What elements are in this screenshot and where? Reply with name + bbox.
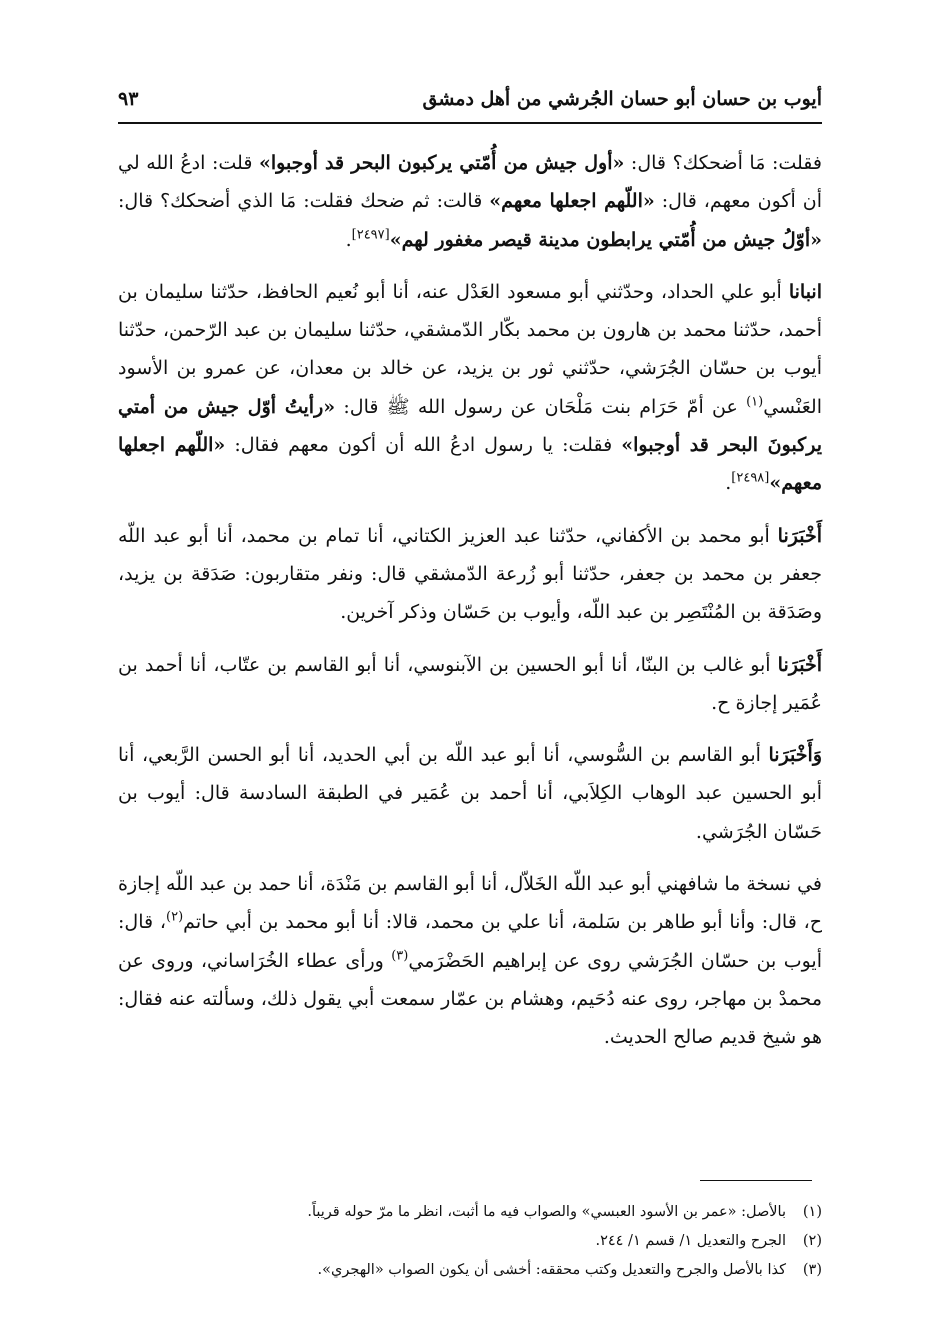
footnote-divider	[700, 1180, 812, 1181]
running-title: أيوب بن حسان أبو حسان الجُرشي من أهل دمشق	[422, 88, 822, 110]
page-number: ٩٣	[118, 88, 139, 110]
paragraph	[118, 865, 822, 1056]
paragraph	[118, 144, 822, 259]
paragraph	[118, 736, 822, 851]
footnote-number: (٢)	[802, 1233, 822, 1249]
text-run: .	[345, 228, 352, 251]
emphasis-text: «أول جيش من أُمّتي يركبون البحر قد أوجبوا»	[258, 152, 625, 174]
emphasis-text: «اللّهم اجعلها معهم»	[118, 434, 822, 495]
footnote-text: كذا بالأصل والجرح والتعديل وكتب محققه: أخشى أن يكون الصواب «الهجري».	[317, 1262, 786, 1278]
text-run: أبو غالب بن البنّا، أنا أبو الحسين بن الآبنوسي، أنا أبو القاسم بن عتّاب، أنا أحمد بن عُمَير إجازة ح.	[118, 653, 822, 714]
footnote-ref: [٢٤٩٧]	[351, 227, 390, 243]
footnote	[140, 1198, 822, 1227]
footnote-ref: (٣)	[391, 948, 409, 964]
text-run: أبو القاسم بن السُّوسي، أنا أبو عبد اللّه بن أبي الحديد، أنا أبو الحسن الرَّبعي، أنا أبو الحسين عبد الوهاب الكِلاَبي، أنا أحمد بن عُمَير في الطبقة السادسة قال: أيوب بن حَسّان الجُرَشي.	[118, 744, 822, 843]
text-run: عن أمّ حَرَام بنت مَلْحَان عن رسول الله ﷺ قال:	[335, 395, 747, 418]
emphasis-text: انبانا	[788, 280, 822, 303]
paragraph	[118, 517, 822, 632]
footnote-ref: (٢)	[166, 910, 184, 926]
paragraph	[118, 646, 822, 723]
emphasis-text: وَأَخْبَرَنا	[768, 744, 822, 767]
emphasis-text: «رأيتُ أوّل جيش من أمتي يركبونَ البحر قد أوجبوا»	[118, 395, 822, 457]
running-header	[118, 88, 822, 124]
text-run: قلت: ادعُ الله لي أن أكون معهم، قال:	[118, 152, 822, 213]
footnote-number: (٣)	[802, 1262, 822, 1278]
text-run: في نسخة ما شافهني أبو عبد اللّه الخَلاّل، أنا أبو القاسم بن مَنْدَة، أنا حمد بن عبد اللّه إجازة ح، قال: وأنا أبو طاهر بن سَلمة، أنا علي بن محمد، قالا: أنا أبو محمد بن أبي حاتم	[118, 873, 823, 934]
text-run: فقلت: يا رسول ادعُ الله أن أكون معهم فقال:	[225, 434, 622, 457]
text-run: ، قال: أيوب بن حسّان الجُرَشي روى عن إبراهيم الحَضْرَمي	[118, 911, 822, 972]
paragraph	[118, 273, 822, 503]
text-run: أبو علي الحداد، وحدّثني أبو مسعود العَدْل عنه، أنا أبو نُعيم الحافظ، حدّثنا سليمان بن أحمد، حدّثنا محمد بن هارون بن محمد بكّار الدّمشقي، حدّثنا سليمان بن عبد الرّحمن، حدّثنا أيوب بن حسّان الجُرَشي، حدّثني ثور بن يزيد، عن خالد بن معدان، عن عمرو بن الأسود العَنْسي	[118, 280, 822, 418]
footnote-ref: [٢٤٩٨]	[731, 471, 770, 487]
text-run: فقلت: مَا أضحكك؟ قال:	[624, 152, 823, 174]
footnote-number: (١)	[802, 1204, 822, 1220]
footnote-text: الجرح والتعديل ١/ قسم ١/ ٢٤٤.	[595, 1233, 786, 1249]
main-text	[118, 144, 822, 1057]
text-run: قالت: ثم ضحك فقلت: مَا الذي أضحكك؟ قال:	[118, 190, 490, 213]
emphasis-text: أَخْبَرَنا	[777, 524, 822, 547]
footnote	[140, 1227, 822, 1256]
emphasis-text: «أوّلُ جيش من أُمّتي يرابطون مدينة قيصر مغفور لهم»	[389, 228, 822, 251]
footnote-ref: (١)	[746, 394, 764, 410]
footnote-text: بالأصل: «عمر بن الأسود العبسي» والصواب فيه ما أثبت، انظر ما مرّ حوله قريباً.	[307, 1204, 786, 1220]
footnote	[140, 1256, 822, 1285]
text-run: أبو محمد بن الأكفاني، حدّثنا عبد العزيز الكتاني، أنا تمام بن محمد، أنا أبو عبد اللّه جعفر بن محمد بن جعفر، حدّثنا أبو زُرعة الدّمشقي قال: ونفر متقاربون: صَدَقة بن يزيد، وصَدَقة بن المُنْتَصِر بن عبد اللّه، وأيوب بن حَسّان وذكر آخرين.	[118, 524, 822, 624]
emphasis-text: أَخْبَرَنا	[777, 653, 822, 676]
text-run: ورأى عطاء الخُرَاساني، وروى عن محمدْ بن مهاجر، روى عنه دُحَيم، وهشام بن عمّار سمعت أبي يقول ذلك، وسألته عنه فقال: هو شيخ قديم صالح الحديث.	[118, 949, 822, 1049]
footnotes	[140, 1198, 822, 1285]
text-run: .	[725, 472, 732, 495]
emphasis-text: «اللّهم اجعلها معهم»	[489, 190, 655, 213]
